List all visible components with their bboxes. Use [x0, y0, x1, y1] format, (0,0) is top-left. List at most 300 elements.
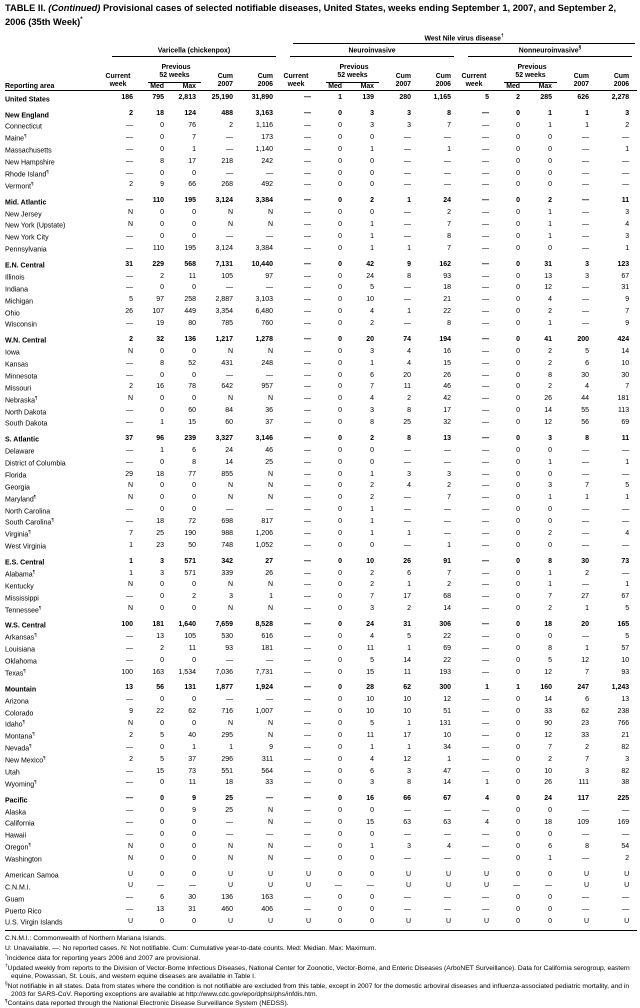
table-row: [5, 580, 637, 592]
nonneuro-max-cell: 8: [548, 644, 552, 652]
neuro-cum-2006-cell: 7: [447, 494, 451, 502]
varicella-cum-2006-cell: —: [266, 795, 273, 803]
reporting-area-cell: Maryland¶: [5, 493, 37, 504]
varicella-cum-2007-cell: 60: [225, 419, 233, 427]
nonneuro-med-cell: 0: [516, 696, 520, 704]
varicella-max-cell: 0: [192, 854, 196, 862]
nonneuro-cum-2007-cell: 55: [581, 407, 589, 415]
varicella-cum-2006-cell: 181: [261, 644, 273, 652]
varicella-cum-2006-cell: 27: [265, 557, 273, 565]
nonneuro-max-cell: 1: [548, 232, 552, 240]
previous-52-weeks-header: Previous 52 weeks: [145, 57, 207, 83]
table-row: [5, 806, 637, 818]
neuro-cum-2007-cell: 26: [403, 557, 411, 565]
neuro-max-cell: 10: [366, 696, 374, 704]
nonneuro-cum-2007-cell: 33: [581, 731, 589, 739]
neuro-cum-2007-cell: U: [385, 916, 423, 930]
previous-52-weeks-header: Previous 52 weeks: [323, 57, 385, 83]
varicella-cum-2006-cell: N: [267, 482, 273, 490]
neuro-med-cell: 0: [338, 395, 342, 403]
nonneuro-max-cell: 285: [540, 94, 552, 102]
neuro-cum-2007-cell: 4: [407, 359, 411, 367]
nonneuro-med-cell: 0: [516, 434, 520, 442]
table-row: [5, 730, 637, 742]
neuro-med-cell: 0: [338, 296, 342, 304]
neuro-cum-2007-cell: —: [404, 506, 411, 514]
nonneuro-cum-2006-cell: 4: [625, 529, 630, 537]
varicella-cum-2007-cell: —: [226, 169, 233, 177]
nonneuro-max-cell: 0: [548, 244, 552, 252]
neuro-cum-2006-cell: 46: [443, 383, 451, 391]
neuro-current-week-cell: —: [304, 518, 311, 526]
neuro-cum-2007-cell: 4: [407, 347, 411, 355]
varicella-cum-2007-cell: N: [227, 720, 233, 728]
neuro-med-cell: 0: [338, 359, 342, 367]
reporting-area-cell: West Virginia: [5, 543, 46, 551]
neuro-cum-2006-cell: —: [444, 446, 451, 454]
nonneuro-cum-2006-cell: 1: [625, 458, 630, 466]
reporting-area-header: Reporting area: [5, 57, 103, 91]
varicella-med-cell: 18: [156, 110, 164, 118]
neuro-current-week-cell: —: [304, 506, 311, 514]
neuro-current-week-cell: —: [304, 145, 311, 153]
neuro-cum-2006-cell: 1: [447, 541, 451, 549]
neuro-cum-2007-cell: 11: [403, 383, 411, 391]
nonneuro-cum-2007-cell: —: [582, 518, 589, 526]
table-row: [5, 916, 637, 930]
varicella-current-week-cell: —: [126, 632, 133, 640]
nonneuro-max-cell: 1: [548, 458, 552, 466]
neuro-cum-2006-cell: —: [444, 906, 451, 914]
nonneuro-cum-2006-cell: 3: [625, 209, 630, 217]
nonneuro-cum-2006-cell: —: [622, 181, 630, 189]
neuro-max-cell: 0: [370, 133, 374, 141]
neuro-current-week-cell: —: [304, 731, 311, 739]
varicella-cum-2006-cell: 31,890: [251, 94, 273, 102]
varicella-current-week-cell: N: [127, 581, 133, 589]
varicella-current-week-cell: —: [126, 169, 133, 177]
reporting-area-cell: New Hampshire: [5, 159, 55, 167]
nonneuro-max-cell: 1: [548, 569, 552, 577]
neuro-med-cell: 0: [338, 644, 342, 652]
nonneuro-cum-2007-cell: 62: [581, 708, 589, 716]
reporting-area-cell: New England: [5, 111, 49, 119]
neuro-current-week-cell: —: [304, 581, 311, 589]
neuro-cum-2006-cell: 3: [447, 470, 451, 478]
varicella-cum-2006-cell: 242: [261, 157, 273, 165]
varicella-max-cell: 131: [184, 684, 196, 692]
nonneuro-cum-2007-cell: —: [582, 581, 589, 589]
nonneuro-med-cell: 0: [516, 743, 520, 751]
varicella-current-week-cell: U: [127, 882, 133, 890]
nonneuro-cum-2007-cell: 12: [581, 656, 589, 664]
neuro-cum-2006-cell: U: [445, 870, 451, 878]
nonneuro-max-cell: 2: [548, 359, 552, 367]
neuro-max-cell: 2: [370, 434, 374, 442]
nonneuro-cum-2006-cell: 2,278: [611, 94, 630, 102]
varicella-med-cell: 0: [160, 581, 164, 589]
neuro-cum-2007-cell: U: [405, 870, 411, 878]
nonneuro-max-cell: 1: [548, 209, 552, 217]
nonneuro-cum-2006-cell: —: [622, 470, 630, 478]
nonneuro-max-cell: 0: [548, 830, 552, 838]
varicella-cum-2007-cell: 93: [225, 644, 233, 652]
nonneuro-cum-2007-cell: —: [582, 308, 589, 316]
varicella-med-cell: 15: [156, 767, 164, 775]
varicella-cum-2007-cell: N: [227, 581, 233, 589]
neuro-cum-2007-cell: 8: [407, 272, 411, 280]
varicella-cum-2006-cell: N: [267, 731, 273, 739]
nonneuro-med-cell: 0: [516, 656, 520, 664]
varicella-max-cell: 0: [192, 656, 196, 664]
varicella-cum-2006-cell: N: [267, 494, 273, 502]
neuro-current-week-cell: —: [304, 347, 311, 355]
varicella-current-week-cell: —: [126, 197, 133, 205]
varicella-cum-2006-cell: 7,731: [255, 668, 273, 676]
table-row: [5, 457, 637, 469]
nonneuro-cum-2006-cell: 4: [625, 221, 630, 229]
nonneuro-current-week-cell: —: [482, 593, 489, 601]
nonneuro-med-cell: 0: [516, 145, 520, 153]
varicella-med-cell: 0: [160, 209, 164, 217]
varicella-current-week-cell: U: [103, 916, 145, 930]
table-row: [5, 790, 637, 806]
varicella-cum-2007-cell: 1: [229, 743, 233, 751]
neuro-med-cell: 0: [338, 260, 342, 268]
nonneuro-current-week-cell: —: [482, 541, 489, 549]
neuro-current-week-cell: —: [304, 605, 311, 613]
neuro-cum-2006-cell: 22: [443, 632, 451, 640]
nonneuro-cum-2006-cell: U: [601, 916, 637, 930]
neuro-cum-2007-cell: —: [404, 145, 411, 153]
med-header: Med: [145, 83, 173, 91]
neuro-med-cell: 0: [338, 110, 342, 118]
varicella-med-cell: 18: [156, 470, 164, 478]
varicella-med-cell: 3: [160, 569, 164, 577]
neuro-med-cell: 0: [338, 656, 342, 664]
neuro-med-cell: 0: [338, 807, 342, 815]
neuro-cum-2007-cell: 10: [403, 696, 411, 704]
nonneuro-cum-2006-cell: 5: [625, 605, 630, 613]
varicella-med-cell: 0: [160, 232, 164, 240]
nonneuro-med-cell: 0: [516, 632, 520, 640]
nonneuro-cum-2007-cell: 30: [581, 371, 589, 379]
nonneuro-cum-2006-cell: —: [622, 894, 630, 902]
column-group-west-nile: West Nile virus disease†: [281, 33, 637, 45]
nonneuro-med-cell: 1: [516, 684, 520, 692]
varicella-cum-2007-cell: —: [226, 696, 233, 704]
neuro-cum-2006-cell: —: [444, 518, 451, 526]
neuro-cum-2007-cell: 31: [403, 621, 411, 629]
varicella-max-cell: 571: [184, 569, 196, 577]
varicella-cum-2006-cell: 492: [261, 181, 273, 189]
title-footnote-marker: *: [80, 16, 83, 23]
varicella-current-week-cell: —: [126, 284, 133, 292]
nonneuro-current-week-cell: —: [482, 854, 489, 862]
nonneuro-cum-2007-cell: 1: [585, 122, 589, 130]
nonneuro-med-cell: 0: [516, 870, 520, 878]
neuro-current-week-cell: —: [304, 94, 311, 102]
varicella-current-week-cell: —: [126, 644, 133, 652]
neuro-cum-2007-cell: —: [404, 494, 411, 502]
varicella-med-cell: 8: [160, 157, 164, 165]
max-header: Max: [351, 83, 385, 91]
reporting-area-cell: South Carolina¶: [5, 517, 54, 527]
nonneuro-med-cell: 0: [516, 494, 520, 502]
varicella-cum-2007-cell: 1,877: [215, 684, 233, 692]
reporting-area-cell: Wyoming¶: [5, 778, 37, 789]
neuro-med-cell: 0: [338, 743, 342, 751]
varicella-cum-2006-cell: N: [267, 395, 273, 403]
varicella-max-cell: 11: [188, 779, 196, 787]
table-row: [5, 905, 637, 917]
nonneuro-cum-2006-cell: 13: [621, 696, 630, 704]
varicella-med-cell: 0: [160, 870, 164, 878]
varicella-cum-2007-cell: U: [207, 916, 245, 930]
varicella-cum-2007-cell: 7,131: [215, 260, 233, 268]
neuro-med-cell: 0: [338, 518, 342, 526]
neuro-current-week-cell: —: [304, 181, 311, 189]
nonneuro-current-week-cell: 1: [485, 684, 489, 692]
neuro-med-cell: 0: [338, 795, 342, 803]
neuro-cum-2006-cell: 47: [443, 767, 451, 775]
neuro-current-week-cell: —: [304, 696, 311, 704]
nonneuro-cum-2006-cell: 1,243: [611, 684, 630, 692]
varicella-max-cell: 2: [192, 593, 196, 601]
reporting-area-cell: Tennessee¶: [5, 604, 42, 614]
neuro-med-cell: 0: [338, 696, 342, 704]
nonneuro-cum-2007-cell: 6: [585, 696, 589, 704]
varicella-current-week-cell: 2: [129, 755, 133, 763]
nonneuro-max-cell: 12: [544, 668, 552, 676]
nonneuro-current-week-cell: —: [482, 145, 489, 153]
varicella-med-cell: 6: [160, 894, 164, 902]
varicella-cum-2007-cell: 268: [221, 181, 233, 189]
varicella-cum-2007-cell: 136: [221, 894, 233, 902]
varicella-max-cell: 0: [173, 916, 207, 930]
varicella-med-cell: 0: [160, 819, 164, 827]
neuro-current-week-cell: —: [304, 819, 311, 827]
neuro-cum-2006-cell: 131: [439, 720, 451, 728]
varicella-cum-2006-cell: N: [267, 842, 273, 850]
varicella-max-cell: 7: [192, 133, 196, 141]
neuro-current-week-cell: —: [304, 482, 311, 490]
varicella-current-week-cell: N: [127, 209, 133, 217]
neuro-med-cell: 0: [338, 842, 342, 850]
nonneuro-current-week-cell: —: [482, 731, 489, 739]
varicella-max-cell: 0: [192, 720, 196, 728]
nonneuro-cum-2006-cell: 93: [621, 668, 630, 676]
neuro-med-cell: 0: [338, 668, 342, 676]
neuro-current-week-cell: —: [304, 894, 311, 902]
reporting-area-cell: Hawaii: [5, 832, 27, 840]
varicella-cum-2006-cell: N: [267, 854, 273, 862]
nonneuro-current-week-cell: 4: [485, 819, 489, 827]
current-week-header: Current week: [281, 57, 323, 91]
nonneuro-max-cell: 18: [544, 621, 552, 629]
varicella-cum-2006-cell: 33: [265, 779, 273, 787]
varicella-cum-2006-cell: N: [267, 347, 273, 355]
neuro-med-cell: 0: [338, 284, 342, 292]
varicella-max-cell: 9: [192, 807, 196, 815]
varicella-current-week-cell: —: [126, 244, 133, 252]
nonneuro-med-cell: 0: [516, 731, 520, 739]
neuro-current-week-cell: —: [304, 133, 311, 141]
neuro-cum-2007-cell: 3: [407, 470, 411, 478]
nonneuro-max-cell: 1: [548, 320, 552, 328]
neuro-max-cell: 6: [370, 767, 374, 775]
neuro-cum-2006-cell: 12: [443, 696, 451, 704]
varicella-med-cell: 19: [156, 320, 164, 328]
neuro-cum-2007-cell: 1: [407, 529, 411, 537]
nonneuro-max-cell: 5: [548, 656, 552, 664]
nonneuro-med-cell: 0: [516, 232, 520, 240]
nonneuro-cum-2006-cell: 9: [625, 320, 630, 328]
nonneuro-cum-2007-cell: 7: [585, 668, 589, 676]
neuro-cum-2007-cell: —: [404, 541, 411, 549]
nonneuro-max-cell: 2: [548, 308, 552, 316]
neuro-current-week-cell: —: [304, 644, 311, 652]
neuro-cum-2007-cell: 3: [407, 767, 411, 775]
nonneuro-med-cell: 0: [516, 854, 520, 862]
varicella-max-cell: 11: [188, 272, 196, 280]
reporting-area-cell: Missouri: [5, 385, 32, 393]
varicella-cum-2006-cell: 1,278: [255, 335, 273, 343]
nonneuro-max-cell: 1: [548, 221, 552, 229]
neuro-med-cell: 0: [338, 854, 342, 862]
reporting-area-cell: Rhode Island¶: [5, 168, 49, 179]
nonneuro-current-week-cell: —: [482, 181, 489, 189]
neuro-max-cell: 0: [351, 916, 385, 930]
table-row: [5, 853, 637, 865]
varicella-cum-2006-cell: 3,163: [255, 110, 273, 118]
nonneuro-cum-2006-cell: 3: [625, 232, 630, 240]
table-row: [5, 406, 637, 418]
footnote-line: §Not notifiable in all states. Data from states where the condition is not notifiable are excluded from this table, except in 2007 for the domestic arboviral diseases and influenza-associated pediatric mortality, and in 2003 for SARS-CoV. Reporting exceptions are available at http://www.cdc.gov/epo/dphsi/phs/infdis.htm.: [5, 981, 630, 998]
neuro-cum-2007-cell: 4: [407, 482, 411, 490]
nonneuro-cum-2006-cell: —: [622, 518, 630, 526]
varicella-med-cell: 0: [160, 807, 164, 815]
varicella-med-cell: 1: [160, 419, 164, 427]
varicella-cum-2007-cell: —: [226, 232, 233, 240]
nonneuro-max-cell: 2: [548, 529, 552, 537]
varicella-max-cell: 1,534: [178, 668, 196, 676]
nonneuro-cum-2006-cell: 1: [625, 145, 630, 153]
nonneuro-med-cell: 0: [516, 110, 520, 118]
varicella-current-week-cell: U: [127, 870, 133, 878]
varicella-cum-2006-cell: —: [266, 656, 273, 664]
nonneuro-cum-2007-cell: 1: [585, 110, 589, 118]
neuro-med-cell: 0: [338, 779, 342, 787]
varicella-cum-2007-cell: 25: [225, 795, 233, 803]
nonneuro-max-cell: 14: [544, 407, 552, 415]
neuro-med-cell: 0: [338, 209, 342, 217]
nonneuro-max-cell: 33: [544, 708, 552, 716]
varicella-max-cell: 73: [188, 767, 196, 775]
nonneuro-current-week-cell: —: [482, 284, 489, 292]
neuro-cum-2006-cell: —: [444, 458, 451, 466]
reporting-area-cell: Delaware: [5, 448, 35, 456]
neuro-cum-2007-cell: —: [404, 133, 411, 141]
nonneuro-med-cell: 0: [516, 894, 520, 902]
table-row: [5, 528, 637, 540]
varicella-cum-2007-cell: 698: [221, 518, 233, 526]
table-row: [5, 481, 637, 493]
nonneuro-max-cell: 26: [544, 395, 552, 403]
neuro-max-cell: 24: [366, 272, 374, 280]
varicella-cum-2007-cell: 84: [225, 407, 233, 415]
varicella-current-week-cell: —: [126, 122, 133, 130]
varicella-current-week-cell: 1: [129, 557, 133, 565]
nonneuro-med-cell: 0: [516, 347, 520, 355]
nonneuro-cum-2006-cell: 73: [621, 557, 630, 565]
reporting-area-cell: Oklahoma: [5, 658, 37, 666]
varicella-cum-2007-cell: 3,124: [215, 197, 233, 205]
varicella-cum-2007-cell: 18: [225, 779, 233, 787]
nonneuro-cum-2006-cell: 766: [617, 720, 630, 728]
varicella-max-cell: 0: [192, 284, 196, 292]
neuro-cum-2007-cell: 17: [403, 593, 411, 601]
nonneuro-med-cell: 0: [516, 807, 520, 815]
reporting-area-cell: Alabama¶: [5, 568, 36, 579]
neuro-cum-2007-cell: —: [404, 854, 411, 862]
neuro-med-cell: 0: [338, 541, 342, 549]
reporting-area-cell: Arizona: [5, 698, 29, 706]
nonneuro-cum-2006-cell: 424: [617, 335, 630, 343]
varicella-current-week-cell: N: [127, 221, 133, 229]
nonneuro-max-cell: 1: [548, 110, 552, 118]
varicella-current-week-cell: —: [126, 819, 133, 827]
neuro-max-cell: 0: [370, 870, 374, 878]
nonneuro-cum-2006-cell: 7: [625, 308, 630, 316]
varicella-max-cell: 9: [192, 795, 196, 803]
varicella-med-cell: 0: [160, 494, 164, 502]
table-row: [5, 370, 637, 382]
varicella-cum-2007-cell: 2: [229, 122, 233, 130]
nonneuro-current-week-cell: —: [482, 656, 489, 664]
neuro-cum-2007-cell: 1: [407, 720, 411, 728]
neuro-med-cell: 0: [338, 767, 342, 775]
nonneuro-cum-2007-cell: 117: [577, 795, 589, 803]
neuro-current-week-cell: —: [304, 593, 311, 601]
neuro-current-week-cell: —: [304, 260, 311, 268]
nonneuro-cum-2007-cell: —: [582, 906, 589, 914]
nonneuro-max-cell: 7: [548, 593, 552, 601]
neuro-med-cell: —: [335, 882, 342, 890]
nonneuro-cum-2007-cell: 6: [585, 359, 589, 367]
neuro-med-cell: 0: [338, 272, 342, 280]
table-row: [5, 667, 637, 679]
neuro-cum-2006-cell: 300: [439, 684, 451, 692]
nonneuro-med-cell: 0: [516, 795, 520, 803]
footnote-line: *Incidence data for reporting years 2006 and 2007 are provisional.: [5, 954, 201, 963]
neuro-max-cell: 0: [370, 209, 374, 217]
reporting-area-cell: Colorado: [5, 709, 34, 717]
nonneuro-med-cell: 0: [516, 284, 520, 292]
varicella-cum-2007-cell: 431: [221, 359, 233, 367]
table-row: [5, 592, 637, 604]
varicella-max-cell: 568: [184, 260, 196, 268]
nonneuro-current-week-cell: —: [482, 458, 489, 466]
nonneuro-med-cell: 0: [516, 335, 520, 343]
neuro-med-cell: 0: [338, 383, 342, 391]
nonneuro-max-cell: 12: [544, 731, 552, 739]
neuro-max-cell: 3: [370, 605, 374, 613]
nonneuro-med-cell: 0: [516, 157, 520, 165]
nonneuro-med-cell: 0: [516, 518, 520, 526]
neuro-max-cell: 1: [370, 145, 374, 153]
table-row: [5, 516, 637, 528]
